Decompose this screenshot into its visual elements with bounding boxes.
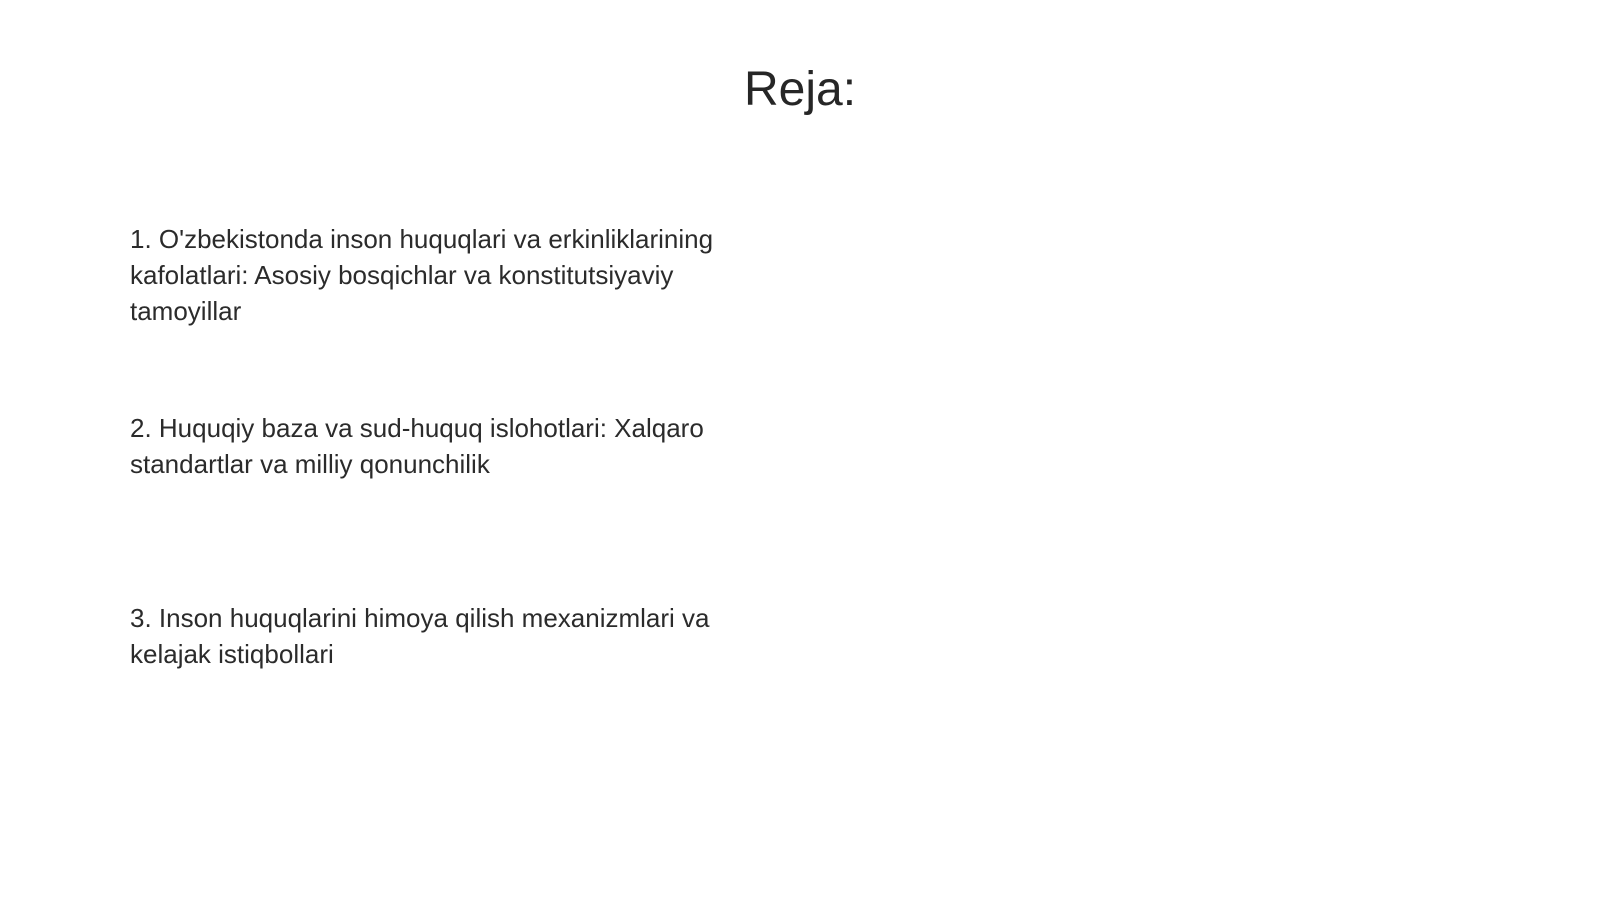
plan-item-2: 2. Huquqiy baza va sud-huquq islohotlari: Xalqaro standartlar va milliy qonunchilik [130,413,704,479]
slide-title: Reja: [743,63,857,116]
plan-item-3: 3. Inson huquqlarini himoya qilish mexanizmlari va kelajak istiqbollari [130,603,710,669]
plan-item-1: 1. O'zbekistonda inson huquqlari va erkinliklarining kafolatlari: Asosiy bosqichlar va konstitutsiyaviy tamoyillar [130,224,714,326]
